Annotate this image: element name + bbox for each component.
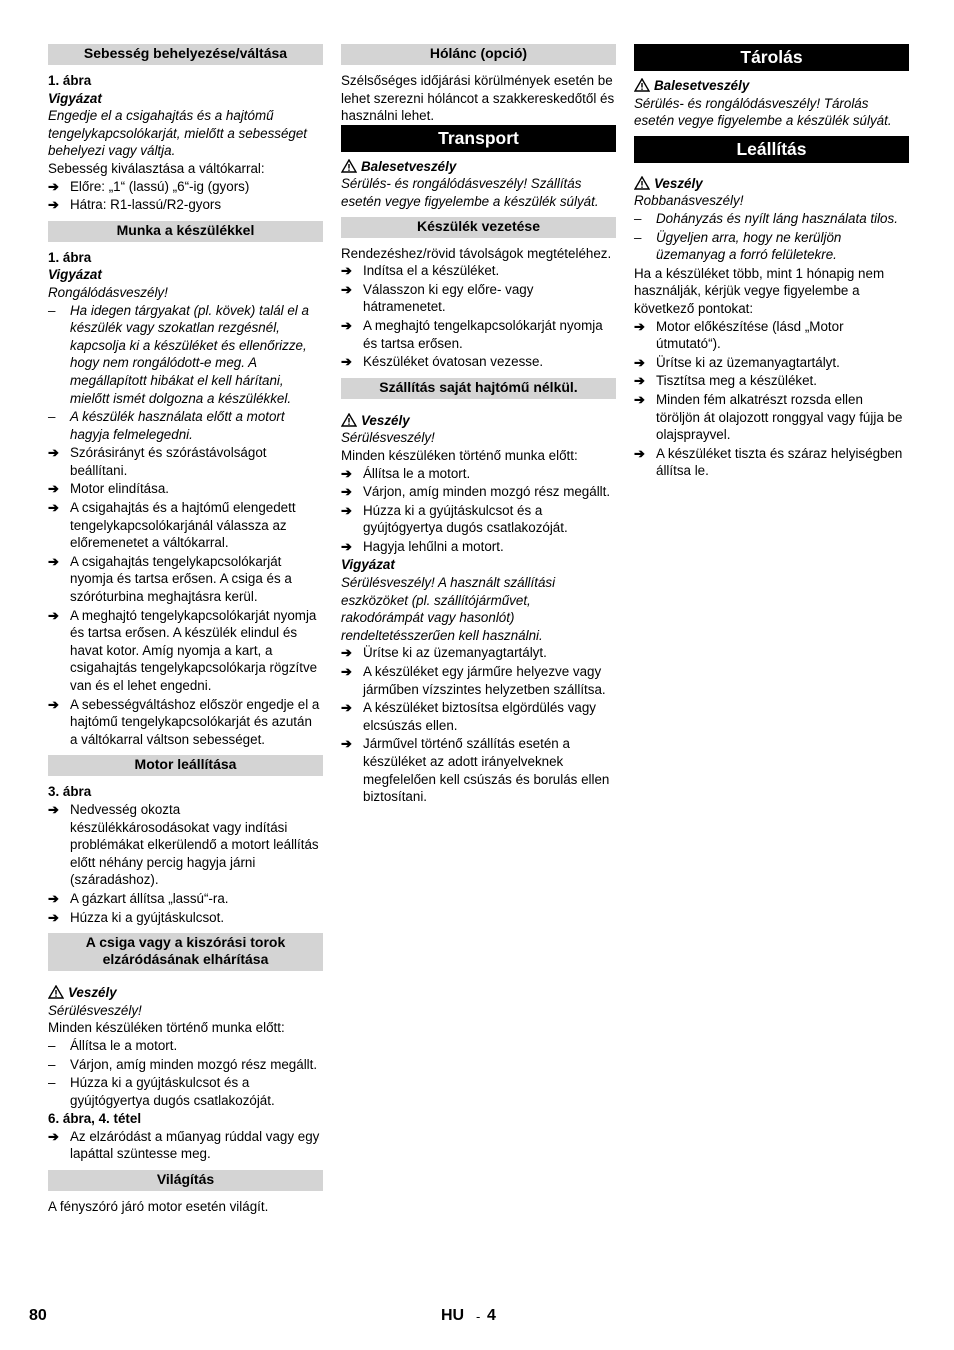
arrow-icon: ➔	[48, 197, 59, 213]
figure-ref: 1. ábra	[48, 249, 92, 265]
arrow-icon: ➔	[341, 281, 352, 297]
section-heading: Hólánc (opció)	[341, 44, 616, 65]
warning-triangle-icon	[341, 413, 357, 427]
list-item: ➔ A meghajtó tengelkapcsolókarját nyomja és tartsa erősen.	[341, 317, 603, 351]
danger-subtitle: Sérülésveszély!	[341, 430, 435, 446]
accident-label: Balesetveszély	[634, 77, 909, 95]
figure-ref: 1. ábra	[48, 73, 92, 88]
chapter-heading: Leállítás	[634, 136, 909, 163]
danger-label: Veszély	[341, 412, 616, 430]
list-item: ➔ Húzza ki a gyújtáskulcsot és a gyújtógyertya dugós csatlakozóját.	[341, 502, 568, 536]
arrow-icon: ➔	[341, 484, 352, 500]
arrow-icon: ➔	[48, 500, 59, 516]
arrow-icon: ➔	[48, 178, 59, 194]
chapter-heading: Transport	[341, 125, 616, 152]
danger-label: Veszély	[48, 984, 323, 1002]
arrow-icon: ➔	[341, 465, 352, 481]
caution-subtitle: Rongálódásveszély!	[48, 284, 168, 300]
warning-triangle-icon	[634, 176, 650, 190]
caution-text: Sérülésveszély! A használt szállítási eszközöket (pl. szállítójárművet, rakodórámpát vagy hasonlót) rendeltetésszerűen kell használni.	[341, 575, 556, 643]
chapter-heading: Tárolás	[634, 44, 909, 71]
list-item: ➔ Járművel történő szállítás esetén a készüléket az adott irányelveknek megfelelően kell csúszás és borulás ellen biztosítani.	[341, 736, 610, 805]
arrow-icon: ➔	[48, 481, 59, 497]
arrow-icon: ➔	[48, 1128, 59, 1144]
list-item: ➔ Indítsa el a készüléket.	[341, 263, 500, 279]
paragraph: Rendezéshez/rövid távolságok megtételéhez.	[341, 245, 612, 261]
figure-ref: 3. ábra	[48, 784, 92, 800]
list-item: ➔ Várjon, amíg minden mozgó rész megállt.	[341, 484, 611, 500]
dash-item: – Húzza ki a gyújtáskulcsot és a gyújtógyertya dugós csatlakozóját.	[48, 1075, 275, 1108]
column-right	[634, 44, 909, 481]
list-item: ➔ Előre: „1“ (lassú) „6“-ig (gyors)	[48, 178, 250, 194]
arrow-icon: ➔	[48, 607, 59, 623]
arrow-icon: ➔	[341, 263, 352, 279]
language-code: HU	[441, 1307, 465, 1324]
accident-text: Sérülés- és rongálódásveszély! Tárolás esetén vegye figyelembe a készülék súlyát.	[634, 95, 892, 129]
arrow-icon: ➔	[341, 664, 352, 680]
dash-item: – Ha idegen tárgyakat (pl. kövek) talál el a készülék vagy szokatlan rezgésnél, kapcsolja ki a készüléket és ellenőrizze, hogy nem rongálódott-e meg. A megállapított hibákat el kell hárítani, mielőtt ismét dolgozna a készülékkel.	[48, 302, 309, 406]
caution-label: Vigyázat	[341, 557, 395, 573]
footer-separator: -	[476, 1309, 481, 1324]
list-item: ➔ Állítsa le a motort.	[341, 465, 471, 481]
list-item: ➔ Motor előkészítése (lásd „Motor útmutató“).	[634, 318, 844, 352]
paragraph: Ha a készüléket több, mint 1 hónapig nem használják, kérjük vegye figyelembe a következő pontokat:	[634, 265, 885, 316]
danger-subtitle: Robbanásveszély!	[634, 193, 744, 209]
arrow-icon: ➔	[48, 445, 59, 461]
list-item: ➔ Az elzáródást a műanyag rúddal vagy egy lapáttal szüntesse meg.	[48, 1128, 320, 1162]
caution-label: Vigyázat	[48, 267, 102, 283]
paragraph: Sebesség kiválasztása a váltókarral:	[48, 160, 265, 176]
arrow-icon: ➔	[634, 391, 645, 407]
arrow-icon: ➔	[341, 502, 352, 518]
dash-item: – Ügyeljen arra, hogy ne kerüljön üzemanyag a forró felületekre.	[634, 229, 842, 263]
warning-triangle-icon	[634, 78, 650, 92]
list-item: ➔ Nedvesség okozta készülékkárosodásokat vagy indítási problémákat elkerülendő a motort leállítás előtt néhány percig hagyja járni (száradáshoz).	[48, 801, 319, 888]
section-heading: Világítás	[48, 1170, 323, 1191]
arrow-icon: ➔	[48, 890, 59, 906]
list-item: ➔ A meghajtó tengelykapcsolókarját nyomja és tartsa erősen. A készülék elindul és havat kotor. Amíg nyomja a kart, a csigahajtás tengelykapcsolókarja rögzítve van és el lehet engedni.	[48, 607, 318, 693]
list-item: ➔ A csigahajtás tengelykapcsolókarját nyomja és tartsa erősen. A csiga és a szóróturbina meghajtásra kerül.	[48, 553, 292, 605]
section-heading: Szállítás saját hajtómű nélkül.	[341, 378, 616, 399]
list-item: ➔ A gázkart állítsa „lassú“-ra.	[48, 890, 229, 906]
paragraph: A fényszóró járó motor esetén világít.	[48, 1199, 269, 1215]
list-item: ➔ Szórásirányt és szórástávolságot beállítani.	[48, 445, 267, 478]
arrow-icon: ➔	[634, 318, 645, 334]
danger-label: Veszély	[634, 175, 909, 193]
arrow-icon: ➔	[341, 736, 352, 752]
accident-text: Sérülés- és rongálódásveszély! Szállítás esetén vegye figyelembe a készülék súlyát.	[341, 176, 599, 209]
arrow-icon: ➔	[48, 801, 59, 817]
dash-icon: –	[48, 1075, 56, 1091]
dash-icon: –	[48, 409, 56, 425]
danger-subtitle: Sérülésveszély!	[48, 1002, 142, 1018]
arrow-icon: ➔	[48, 553, 59, 569]
list-item: ➔ Motor elindítása.	[48, 481, 169, 497]
section-heading: Munka a készülékkel	[48, 221, 323, 242]
arrow-icon: ➔	[634, 373, 645, 389]
arrow-icon: ➔	[341, 645, 352, 661]
list-item: ➔ Húzza ki a gyújtáskulcsot.	[48, 909, 225, 925]
list-item: ➔ Készüléket óvatosan vezesse.	[341, 354, 544, 370]
arrow-icon: ➔	[341, 538, 352, 554]
accident-label: Balesetveszély	[341, 158, 616, 176]
arrow-icon: ➔	[48, 696, 59, 712]
dash-item: – A készülék használata előtt a motort hagyja felmelegedni.	[48, 409, 285, 442]
dash-icon: –	[48, 302, 56, 318]
arrow-icon: ➔	[341, 354, 352, 370]
list-item: ➔ Válasszon ki egy előre- vagy hátramenetet.	[341, 281, 534, 315]
dash-item: – Várjon, amíg minden mozgó rész megállt.	[48, 1056, 318, 1072]
warning-triangle-icon	[48, 985, 64, 999]
dash-icon: –	[634, 229, 642, 245]
list-item: ➔ Hátra: R1-lassú/R2-gyors	[48, 197, 222, 213]
list-item: ➔ Tisztítsa meg a készüléket.	[634, 373, 817, 389]
caution-text: Engedje el a csigahajtás és a hajtómű tengelykapcsolókarját, mielőtt a sebességet behelyezi vagy váltja.	[48, 108, 308, 159]
list-item: ➔ Ürítse ki az üzemanyagtartályt.	[634, 354, 840, 370]
caution-label: Vigyázat	[48, 90, 102, 106]
column-middle	[341, 44, 616, 807]
paragraph: Minden készüléken történő munka előtt:	[341, 447, 578, 463]
arrow-icon: ➔	[634, 445, 645, 461]
dash-icon: –	[634, 210, 642, 226]
list-item: ➔ A csigahajtás és a hajtómű elengedett tengelykapcsolókarjánál válassza az előremenetet a váltókarral.	[48, 500, 296, 551]
list-item: ➔ A készüléket egy járműre helyezve vagy járműben vízszintes helyzetben szállítsa.	[341, 664, 606, 697]
dash-icon: –	[48, 1037, 56, 1053]
paragraph: Szélsőséges időjárási körülmények esetén be lehet szerezni hóláncot a szakkereskedőtől és használni lehet.	[341, 73, 615, 124]
list-item: ➔ Ürítse ki az üzemanyagtartályt.	[341, 645, 547, 661]
section-page-number: 4	[487, 1307, 496, 1324]
arrow-icon: ➔	[341, 317, 352, 333]
warning-triangle-icon	[341, 159, 357, 173]
figure-ref: 6. ábra, 4. tétel	[48, 1111, 142, 1127]
section-heading: Motor leállítása	[48, 755, 323, 776]
column-left	[48, 44, 323, 1216]
list-item: ➔ Hagyja lehűlni a motort.	[341, 538, 504, 554]
list-item: ➔ A sebességváltáshoz először engedje el a hajtómű tengelykapcsolókarját és azután a váltókarral váltson sebességet.	[48, 696, 320, 747]
list-item: ➔ Minden fém alkatrészt rozsda ellen töröljön át olajozott ronggyal vagy fújja be olajsprayvel.	[634, 391, 903, 443]
page-number: 80	[29, 1307, 47, 1324]
section-heading: Készülék vezetése	[341, 217, 616, 238]
paragraph: Minden készüléken történő munka előtt:	[48, 1020, 285, 1036]
dash-item: – Dohányzás és nyílt láng használata tilos.	[634, 210, 898, 226]
section-heading: Sebesség behelyezése/váltása	[48, 44, 323, 65]
arrow-icon: ➔	[48, 909, 59, 925]
arrow-icon: ➔	[341, 700, 352, 716]
arrow-icon: ➔	[634, 354, 645, 370]
list-item: ➔ A készüléket biztosítsa elgördülés vagy elcsúszás ellen.	[341, 700, 596, 733]
dash-item: – Állítsa le a motort.	[48, 1037, 178, 1053]
list-item: ➔ A készüléket tiszta és száraz helyiségben állítsa le.	[634, 445, 903, 479]
section-heading: A csiga vagy a kiszórási torok elzáródásának elhárítása	[48, 933, 323, 971]
dash-icon: –	[48, 1056, 56, 1072]
